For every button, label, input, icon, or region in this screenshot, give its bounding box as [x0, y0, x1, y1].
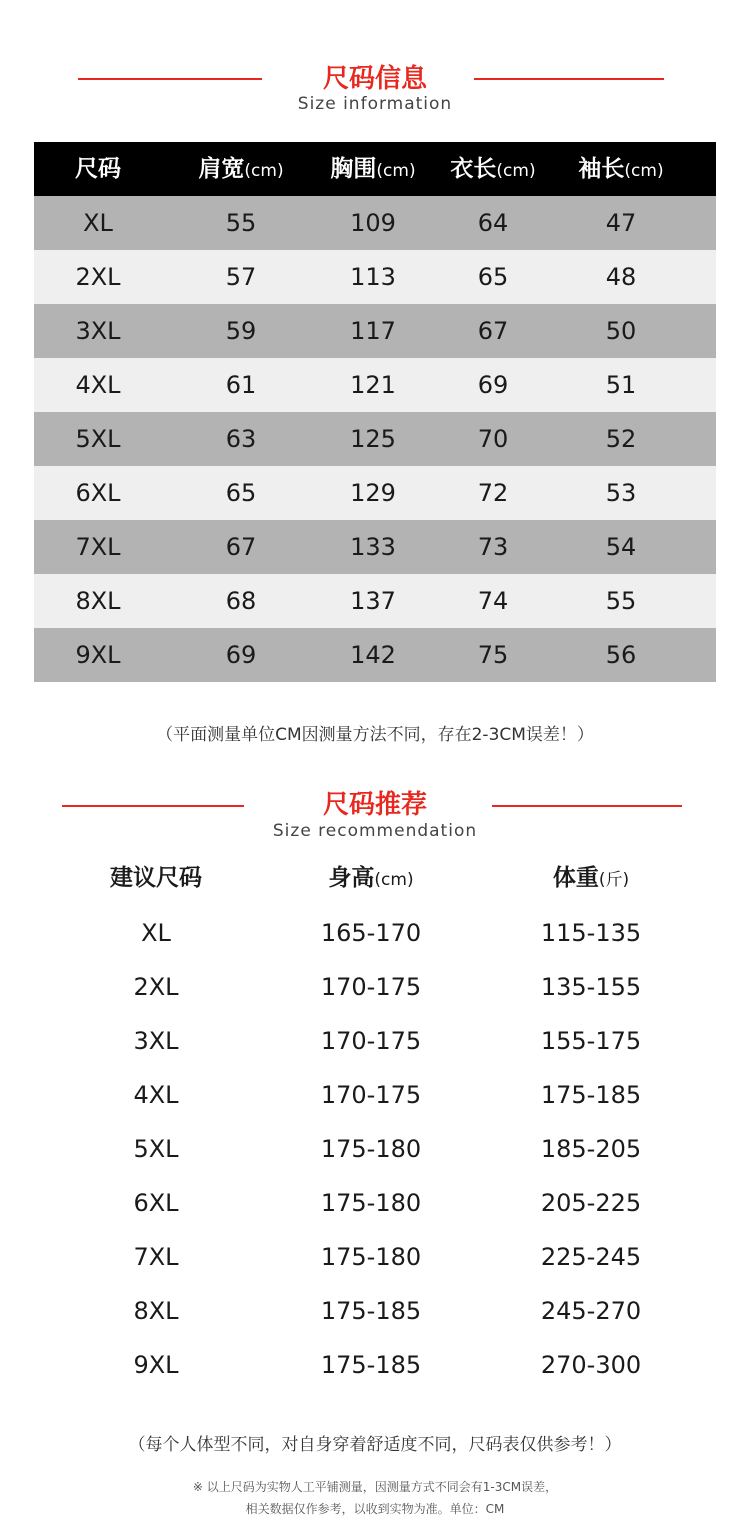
- header-length: 衣长(cm): [450, 156, 536, 182]
- cell-shoulder: 69: [225, 641, 257, 669]
- table-row: [34, 304, 716, 358]
- cell-size: 3XL: [133, 1027, 179, 1055]
- size-rec-table: [0, 850, 750, 1392]
- cell-chest: 125: [350, 425, 396, 453]
- cell-weight: 155-175: [540, 1027, 642, 1055]
- size-rec-note: （每个人体型不同，对自身穿着舒适度不同，尺码表仅供参考！）: [128, 1435, 622, 1455]
- cell-shoulder: 63: [225, 425, 257, 453]
- cell-size: 5XL: [133, 1135, 179, 1163]
- size-info-rows: [34, 196, 716, 682]
- table-row: [34, 358, 716, 412]
- cell-size: 6XL: [133, 1189, 179, 1217]
- cell-sleeve: 54: [605, 533, 637, 561]
- cell-length: 70: [477, 425, 509, 453]
- cell-height: 170-175: [320, 1081, 422, 1109]
- cell-size: 7XL: [75, 533, 121, 561]
- cell-sleeve: 53: [605, 479, 637, 507]
- table-row: [0, 1176, 750, 1230]
- table-row: [0, 1068, 750, 1122]
- cell-shoulder: 67: [225, 533, 257, 561]
- size-info-title: 尺码信息: [322, 64, 427, 94]
- cell-weight: 205-225: [540, 1189, 642, 1217]
- cell-size: 9XL: [75, 641, 121, 669]
- table-row: [0, 1230, 750, 1284]
- cell-height: 170-175: [320, 973, 422, 1001]
- cell-size: 2XL: [75, 263, 121, 291]
- header-shoulder: 肩宽(cm): [198, 156, 284, 182]
- table-row: [34, 520, 716, 574]
- size-rec-subtitle: Size recommendation: [272, 821, 478, 841]
- cell-length: 74: [477, 587, 509, 615]
- header-sleeve: 袖长(cm): [578, 156, 664, 182]
- cell-size: XL: [141, 919, 171, 947]
- cell-chest: 133: [350, 533, 396, 561]
- cell-height: 175-180: [320, 1135, 422, 1163]
- cell-size: 5XL: [75, 425, 121, 453]
- cell-weight: 245-270: [540, 1297, 642, 1325]
- footnote-line-1: ※ 以上尺码为实物人工平铺测量，因测量方式不同会有1-3CM误差，: [192, 1480, 558, 1494]
- table-row: [34, 466, 716, 520]
- size-rec-rows: [0, 906, 750, 1392]
- size-rec-header-row: [0, 850, 750, 906]
- cell-size: 4XL: [133, 1081, 179, 1109]
- cell-sleeve: 52: [605, 425, 637, 453]
- cell-chest: 129: [350, 479, 396, 507]
- cell-size: 4XL: [75, 371, 121, 399]
- cell-shoulder: 65: [225, 479, 257, 507]
- size-info-subtitle: Size information: [297, 94, 453, 114]
- table-row: [0, 1284, 750, 1338]
- cell-length: 67: [477, 317, 509, 345]
- cell-sleeve: 55: [605, 587, 637, 615]
- footnote-line-2: 相关数据仅作参考，以收到实物为准。单位：CM: [245, 1502, 505, 1516]
- cell-chest: 109: [350, 209, 396, 237]
- cell-size: 9XL: [133, 1351, 179, 1379]
- cell-sleeve: 51: [605, 371, 637, 399]
- cell-weight: 175-185: [540, 1081, 642, 1109]
- cell-length: 72: [477, 479, 509, 507]
- cell-length: 73: [477, 533, 509, 561]
- cell-chest: 117: [350, 317, 396, 345]
- table-row: [34, 412, 716, 466]
- cell-sleeve: 56: [605, 641, 637, 669]
- cell-size: 3XL: [75, 317, 121, 345]
- table-row: [34, 250, 716, 304]
- table-row: [0, 906, 750, 960]
- cell-sleeve: 47: [605, 209, 637, 237]
- header-chest: 胸围(cm): [330, 156, 416, 182]
- cell-size: 7XL: [133, 1243, 179, 1271]
- cell-size: 6XL: [75, 479, 121, 507]
- cell-chest: 113: [350, 263, 396, 291]
- table-row: [34, 628, 716, 682]
- header-recommended-size: 建议尺码: [110, 865, 202, 891]
- cell-shoulder: 59: [225, 317, 257, 345]
- cell-chest: 121: [350, 371, 396, 399]
- cell-height: 165-170: [320, 919, 422, 947]
- cell-size: 8XL: [75, 587, 121, 615]
- size-rec-title: 尺码推荐: [322, 790, 427, 820]
- header-weight: 体重(斤): [552, 865, 630, 891]
- cell-sleeve: 48: [605, 263, 637, 291]
- size-info-note: （平面测量单位CM因测量方法不同，存在2-3CM误差！）: [156, 725, 594, 745]
- cell-weight: 225-245: [540, 1243, 642, 1271]
- cell-height: 175-180: [320, 1189, 422, 1217]
- cell-weight: 185-205: [540, 1135, 642, 1163]
- cell-chest: 137: [350, 587, 396, 615]
- cell-sleeve: 50: [605, 317, 637, 345]
- table-row: [0, 1338, 750, 1392]
- size-info-header-row: [34, 142, 716, 196]
- cell-weight: 135-155: [540, 973, 642, 1001]
- cell-shoulder: 57: [225, 263, 257, 291]
- cell-height: 170-175: [320, 1027, 422, 1055]
- cell-length: 69: [477, 371, 509, 399]
- cell-length: 75: [477, 641, 509, 669]
- cell-size: XL: [83, 209, 113, 237]
- cell-length: 64: [477, 209, 509, 237]
- cell-chest: 142: [350, 641, 396, 669]
- cell-height: 175-185: [320, 1297, 422, 1325]
- cell-weight: 270-300: [540, 1351, 642, 1379]
- cell-shoulder: 68: [225, 587, 257, 615]
- cell-shoulder: 55: [225, 209, 257, 237]
- table-row: [34, 574, 716, 628]
- cell-size: 8XL: [133, 1297, 179, 1325]
- cell-size: 2XL: [133, 973, 179, 1001]
- cell-height: 175-180: [320, 1243, 422, 1271]
- table-row: [34, 196, 716, 250]
- size-rec-heading: [0, 784, 750, 844]
- table-row: [0, 960, 750, 1014]
- cell-length: 65: [477, 263, 509, 291]
- table-row: [0, 1122, 750, 1176]
- size-info-heading: [0, 56, 750, 116]
- header-size: 尺码: [75, 156, 121, 182]
- cell-height: 175-185: [320, 1351, 422, 1379]
- cell-shoulder: 61: [225, 371, 257, 399]
- size-info-table: [34, 142, 716, 682]
- table-row: [0, 1014, 750, 1068]
- header-height: 身高(cm): [328, 865, 414, 891]
- cell-weight: 115-135: [540, 919, 642, 947]
